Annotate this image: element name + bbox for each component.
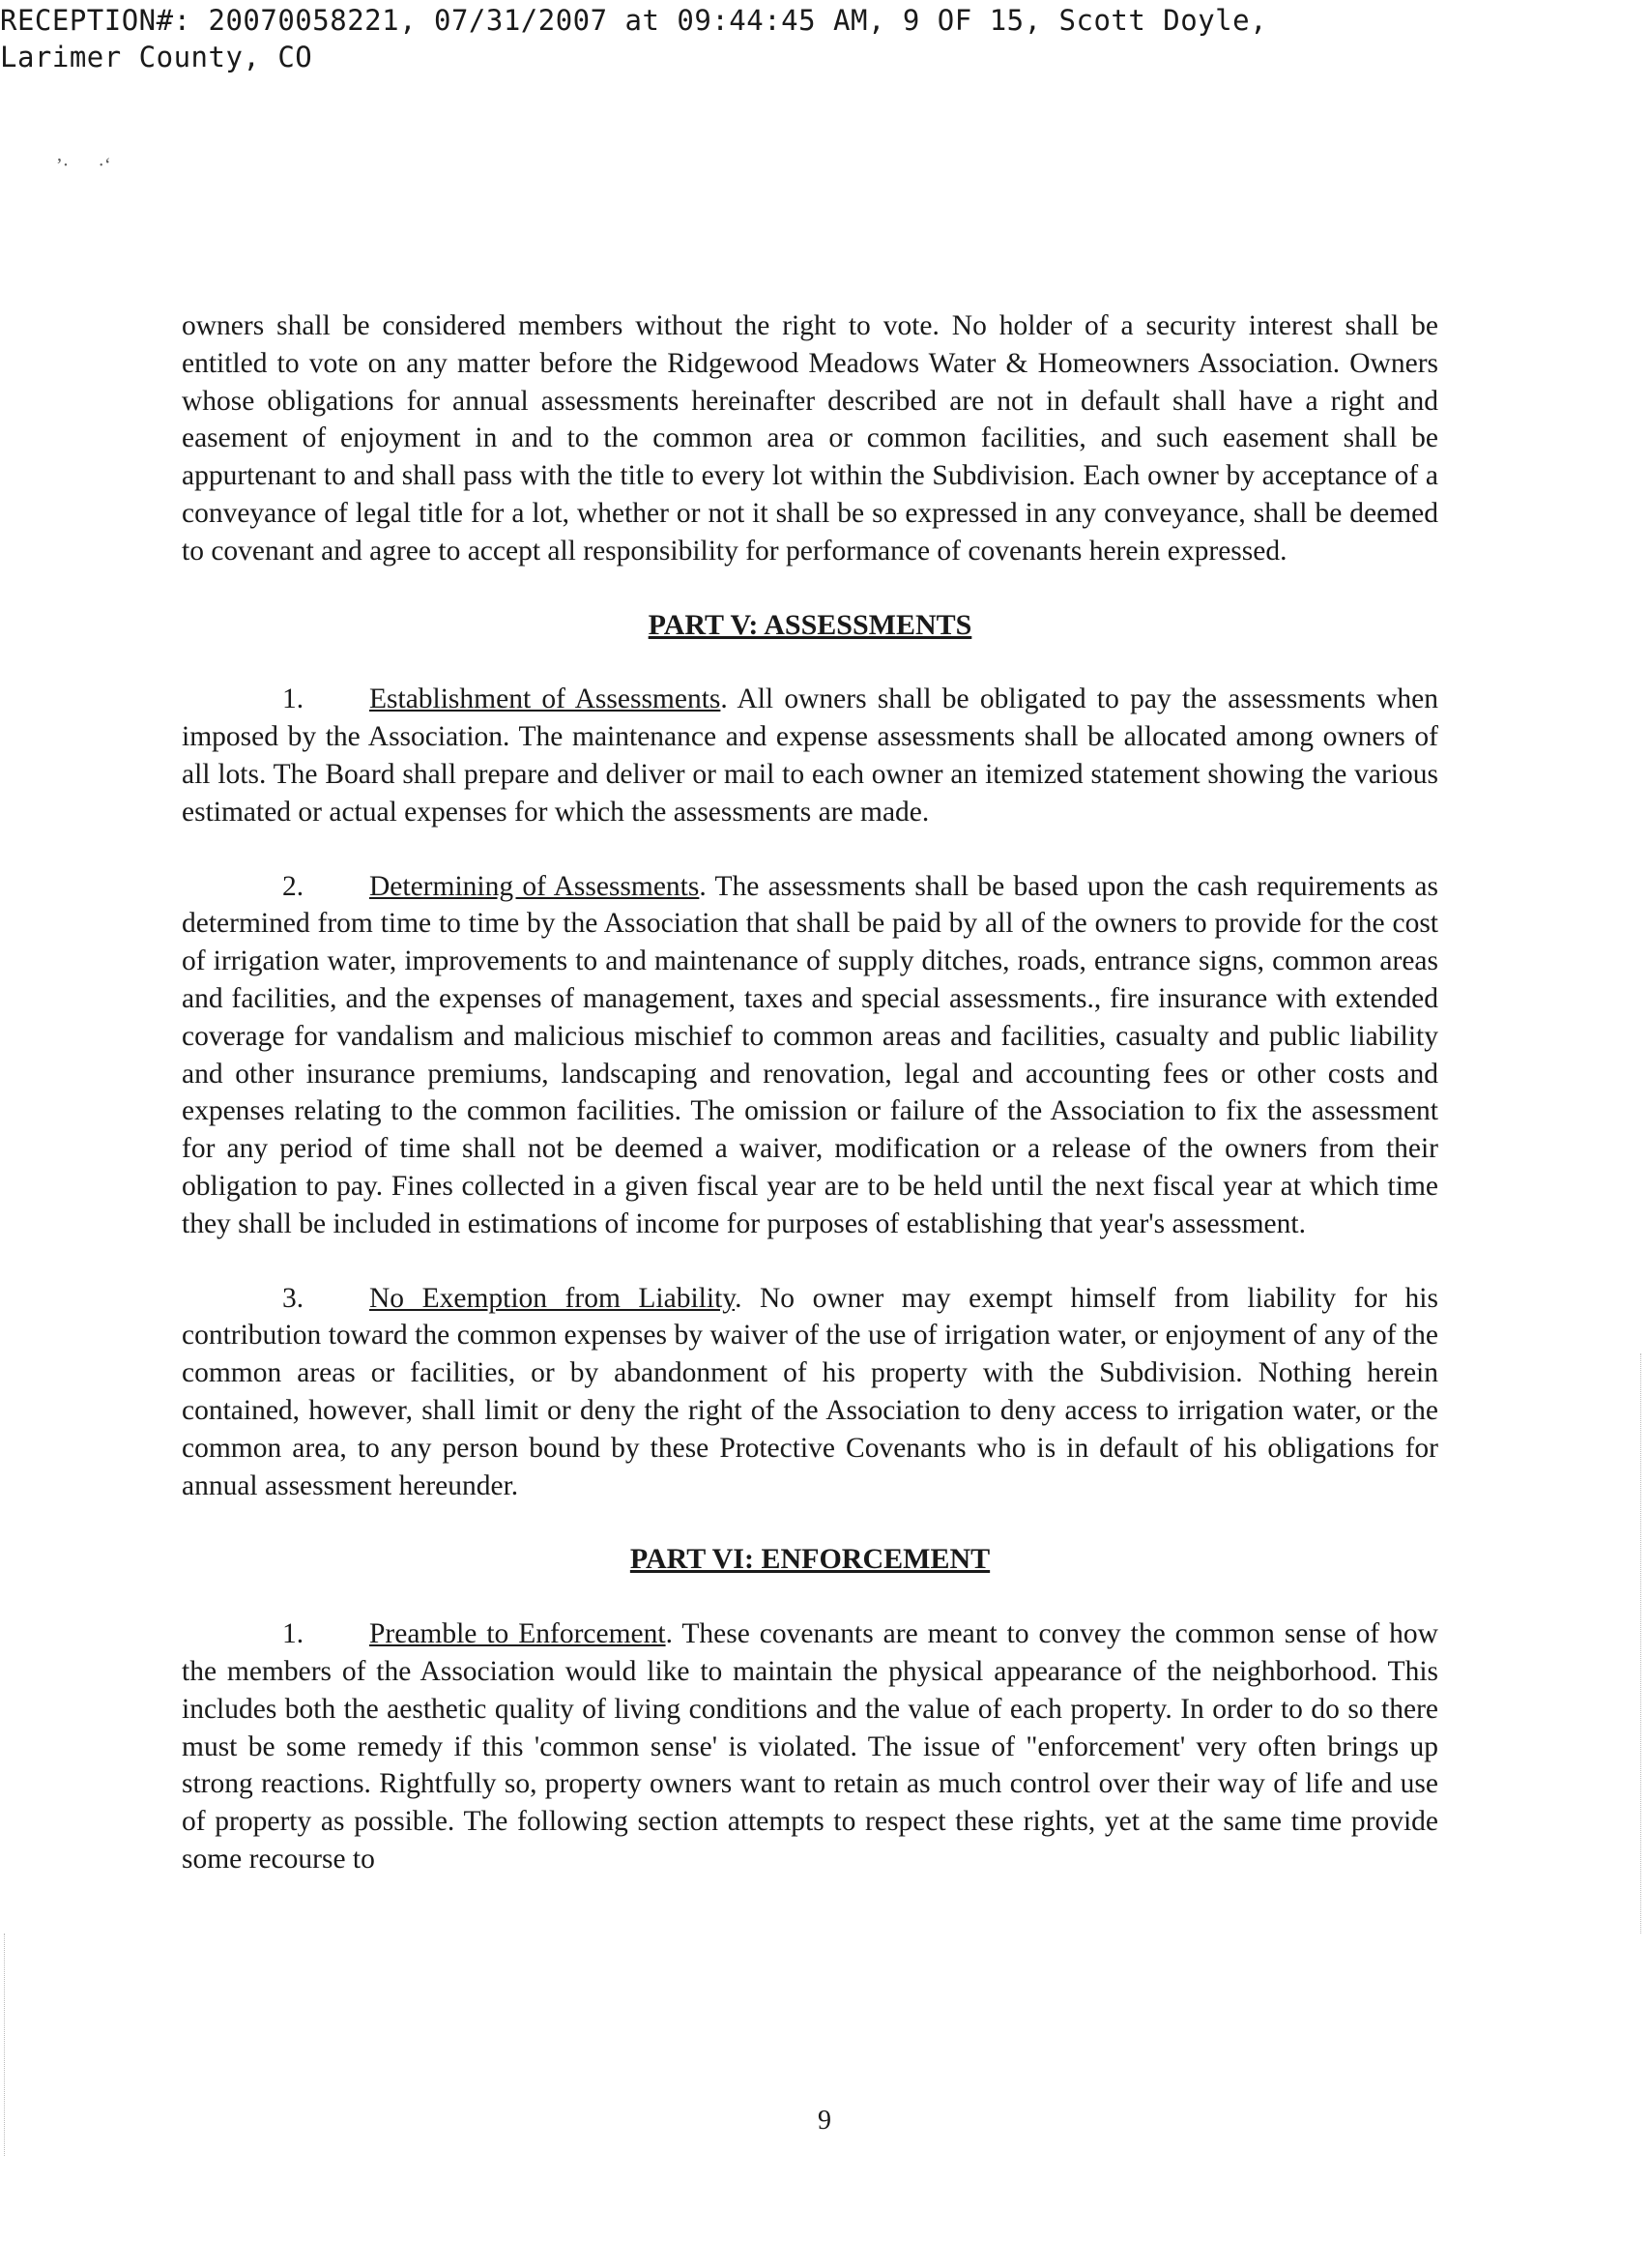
item-title: Preamble to Enforcement	[369, 1618, 666, 1650]
part-vi-item-1	[182, 1615, 1438, 1878]
document-body	[182, 307, 1438, 1878]
page-number: 9	[818, 2106, 831, 2136]
item-text: . No owner may exempt himself from liability for his contribution toward the common expenses by waiver of the use of irrigation water, or enjoyment of any of the common areas or facilities, or by abandonment of his property with the Subdivision. Nothing herein contained, however, shall limit or deny the right of the Association to deny access to irrigation water, or the common area, to any person bound by these Protective Covenants who is in default of his obligations for annual assessment hereunder.	[182, 1282, 1438, 1501]
intro-paragraph: owners shall be considered members without the right to vote. No holder of a security interest shall be entitled to vote on any matter before the Ridgewood Meadows Water & Homeowners Association. Owners whose obligations for annual assessments hereinafter described are not in default shall have a right and easement of enjoyment in and to the common area or common facilities, and such easement shall be appurtenant to and shall pass with the title to every lot within the Subdivision. Each owner by acceptance of a conveyance of legal title for a lot, whether or not it shall be so expressed in any conveyance, shall be deemed to covenant and agree to accept all responsibility for performance of covenants herein expressed.	[182, 310, 1438, 567]
scan-margin-artifact	[1636, 1353, 1641, 1934]
part-v-item-3	[182, 1280, 1438, 1505]
item-text: . These covenants are meant to convey the common sense of how the members of the Association would like to maintain the physical appearance of the neighborhood. This includes both the aesthetic quality of living conditions and the value of each property. In order to do so there must be some remedy if this 'common sense' is violated. The issue of "enforcement' very often brings up strong reactions. Rightfully so, property owners want to retain as much control over their way of life and use of property as possible. The following section attempts to respect these rights, yet at the same time provide some recourse to	[182, 1618, 1438, 1875]
scan-margin-artifact-left	[4, 1934, 9, 2156]
part-vi-heading: PART VI: ENFORCEMENT	[629, 1543, 991, 1576]
item-text: . All owners shall be obligated to pay the assessments when imposed by the Association. The maintenance and expense assessments shall be allocated among owners of all lots. The Board shall prepare and deliver or mail to each owner an itemized statement showing the various estimated or actual expenses for which the assessments are made.	[182, 683, 1439, 828]
item-number: 1.	[282, 1618, 304, 1650]
item-title: No Exemption from Liability	[369, 1282, 736, 1314]
item-number: 3.	[282, 1282, 304, 1314]
part-v-item-2	[182, 868, 1438, 1243]
item-number: 2.	[282, 870, 304, 902]
recording-stamp-line-2: Larimer County, CO	[0, 41, 313, 73]
scan-specks: ’· ·‘	[56, 155, 111, 176]
part-v-item-1	[182, 681, 1438, 830]
recording-stamp-line-1: RECEPTION#: 20070058221, 07/31/2007 at 09:44:45 AM, 9 OF 15, Scott Doyle,	[0, 4, 1268, 37]
item-number: 1.	[282, 683, 304, 715]
item-title: Determining of Assessments	[369, 870, 700, 902]
item-text: . The assessments shall be based upon the cash requirements as determined from time to time by the Association that shall be paid by all of the owners to provide for the cost of irrigation water, improvements to and maintenance of supply ditches, roads, entrance signs, common areas and facilities, and the expenses of management, taxes and special assessments., fire insurance with extended coverage for vandalism and malicious mischief to common areas and facilities, casualty and public liability and other insurance premiums, landscaping and renovation, legal and accounting fees or other costs and expenses relating to the common facilities. The omission or failure of the Association to fix the assessment for any period of time shall not be deemed a waiver, modification or a release of the owners from their obligation to pay. Fines collected in a given fiscal year are to be held until the next fiscal year at which time they shall be included in estimations of income for purposes of establishing that year's assessment.	[182, 870, 1438, 1239]
part-v-heading: PART V: ASSESSMENTS	[648, 608, 972, 641]
item-title: Establishment of Assessments	[369, 683, 721, 715]
recording-stamp	[0, 2, 1267, 75]
